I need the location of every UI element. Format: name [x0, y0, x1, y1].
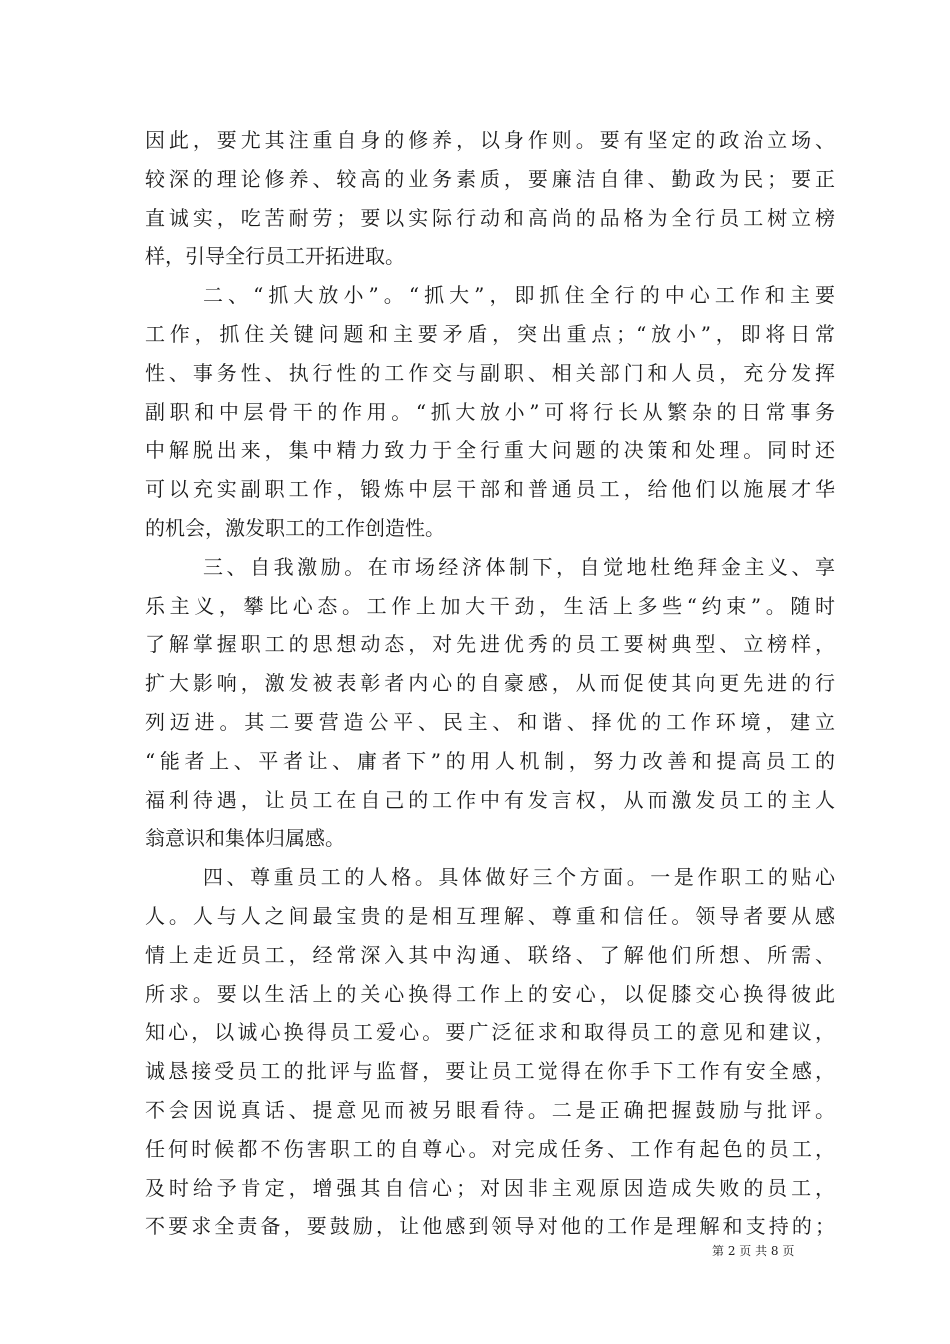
text-line: 性、事务性、执行性的工作交与副职、相关部门和人员，充分发挥 [145, 360, 835, 385]
text-line: “能者上、平者让、庸者下”的用人机制，努力改善和提高员工的 [145, 748, 835, 773]
text-line: 较深的理论修养、较高的业务素质，要廉洁自律、勤政为民；要正 [145, 166, 835, 191]
text-line: 翁意识和集体归属感。 [145, 826, 345, 851]
text-line: 因此，要尤其注重自身的修养，以身作则。要有坚定的政治立场、 [145, 128, 835, 152]
paragraph [145, 121, 835, 276]
paragraph [145, 548, 835, 858]
text-line: 中解脱出来，集中精力致力于全行重大问题的决策和处理。同时还 [145, 438, 835, 463]
text-line: 列迈进。其二要营造公平、民主、和谐、择优的工作环境，建立 [145, 709, 835, 734]
page-number: 第 2 页 共 8 页 [712, 1244, 795, 1258]
text-line: 可以充实副职工作，锻炼中层干部和普通员工，给他们以施展才华 [145, 477, 835, 502]
text-line: 不会因说真话、提意见而被另眼看待。二是正确把握鼓励与批评。 [145, 1097, 835, 1122]
text-line: 情上走近员工，经常深入其中沟通、联络、了解他们所想、所需、 [145, 942, 835, 967]
document-body [145, 121, 835, 1246]
text-line: 三、自我激励。在市场经济体制下，自觉地杜绝拜金主义、享 [203, 554, 835, 579]
paragraph [145, 276, 835, 548]
text-line: 二、“抓大放小”。“抓大”，即抓住全行的中心工作和主要 [203, 283, 835, 308]
text-line: 知心，以诚心换得员工爱心。要广泛征求和取得员工的意见和建议， [145, 1020, 835, 1045]
text-line: 的机会，激发职工的工作创造性。 [145, 515, 445, 540]
text-line: 诚恳接受员工的批评与监督，要让员工觉得在你手下工作有安全感， [145, 1059, 835, 1084]
text-line: 乐主义，攀比心态。工作上加大干劲，生活上多些“约束”。随时 [145, 593, 835, 618]
text-line: 任何时候都不伤害职工的自尊心。对完成任务、工作有起色的员工， [145, 1136, 835, 1161]
text-line: 不要求全责备，要鼓励，让他感到领导对他的工作是理解和支持的； [145, 1214, 835, 1239]
text-line: 扩大影响，激发被表彰者内心的自豪感，从而促使其向更先进的行 [145, 671, 835, 696]
text-line: 所求。要以生活上的关心换得工作上的安心，以促膝交心换得彼此 [145, 981, 835, 1006]
text-line: 直诚实，吃苦耐劳；要以实际行动和高尚的品格为全行员工树立榜 [145, 205, 835, 230]
text-line: 样，引导全行员工开拓进取。 [145, 244, 405, 269]
text-line: 人。人与人之间最宝贵的是相互理解、尊重和信任。领导者要从感 [145, 903, 835, 928]
text-line: 副职和中层骨干的作用。“抓大放小”可将行长从繁杂的日常事务 [145, 399, 835, 424]
text-line: 及时给予肯定，增强其自信心；对因非主观原因造成失败的员工， [145, 1175, 835, 1200]
text-line: 了解掌握职工的思想动态，对先进优秀的员工要树典型、立榜样， [145, 632, 835, 657]
text-line: 福利待遇，让员工在自己的工作中有发言权，从而激发员工的主人 [145, 787, 835, 812]
paragraph [145, 858, 835, 1246]
text-line: 四、尊重员工的人格。具体做好三个方面。一是作职工的贴心 [203, 865, 835, 890]
text-line: 工作，抓住关键问题和主要矛盾，突出重点；“放小”，即将日常 [145, 321, 835, 346]
